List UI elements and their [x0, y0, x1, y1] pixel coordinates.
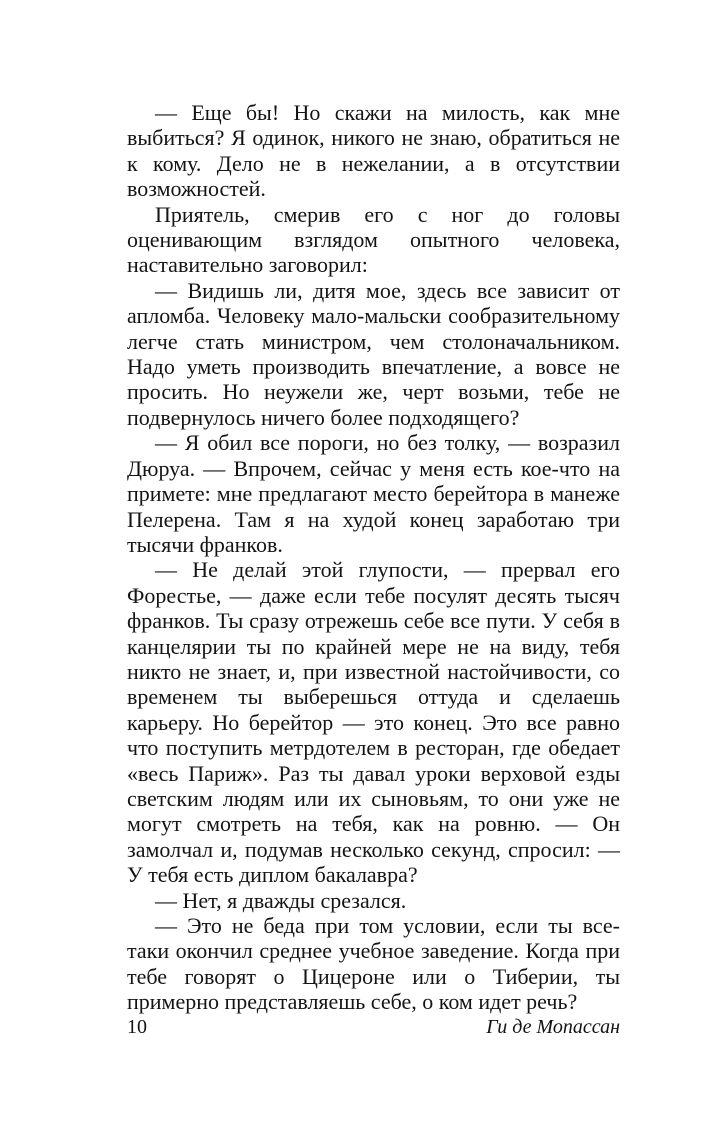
page-footer: [127, 1014, 620, 1040]
page-number: 10: [127, 1016, 147, 1038]
paragraph-6: — Нет, я дважды срезался.: [155, 887, 407, 913]
paragraph-7: — Это не беда при том условии, если ты все-таки окончил среднее учебное заведение. Когда при тебе говорят о Цицероне или о Тиберии, ты примерно представляешь себе, о ком идет речь?: [127, 913, 620, 1015]
paragraph-3: — Видишь ли, дитя мое, здесь все зависит от апломба. Человеку мало-мальски сообразительному легче стать министром, чем столоначальником. Надо уметь производить впечатление, а вовсе не просить. Но неужели же, черт возьми, тебе не подвернулось ничего более подходящего?: [127, 277, 620, 430]
paragraph-5: — Не делай этой глупости, — прервал его Форестье, — даже если тебе посулят десять тысяч франков. Ты сразу отрежешь себе все пути. У себя в канцелярии ты по крайней мере не на виду, тебя никто не знает, и, при известной настойчивости, со временем ты выберешься оттуда и сделаешь карьеру. Но берейтор — это конец. Это все равно что поступить метрдотелем в ресторан, где обедает «весь Париж». Раз ты давал уроки верховой езды светским людям или их сыновьям, то они уже не могут смотреть на тебя, как на ровню. — Он замолчал и, подумав несколько секунд, спросил: — У тебя есть диплом бакалавра?: [127, 557, 620, 888]
page-body: [127, 100, 620, 1015]
paragraph-2: Приятель, смерив его с ног до головы оценивающим взглядом опытного человека, наставительно заговорил:: [127, 201, 620, 278]
paragraph-4: — Я обил все пороги, но без толку, — возразил Дюруа. — Впрочем, сейчас у меня есть кое-что на примете: мне предлагают место берейтора в манеже Пелерена. Там я на худой конец заработаю три тысячи франков.: [127, 430, 620, 557]
paragraph-1: — Еще бы! Но скажи на милость, как мне выбиться? Я одинок, никого не знаю, обратиться не к кому. Дело не в нежелании, а в отсутствии возможностей.: [127, 100, 620, 202]
running-footer-author: Ги де Мопассан: [486, 1016, 620, 1038]
